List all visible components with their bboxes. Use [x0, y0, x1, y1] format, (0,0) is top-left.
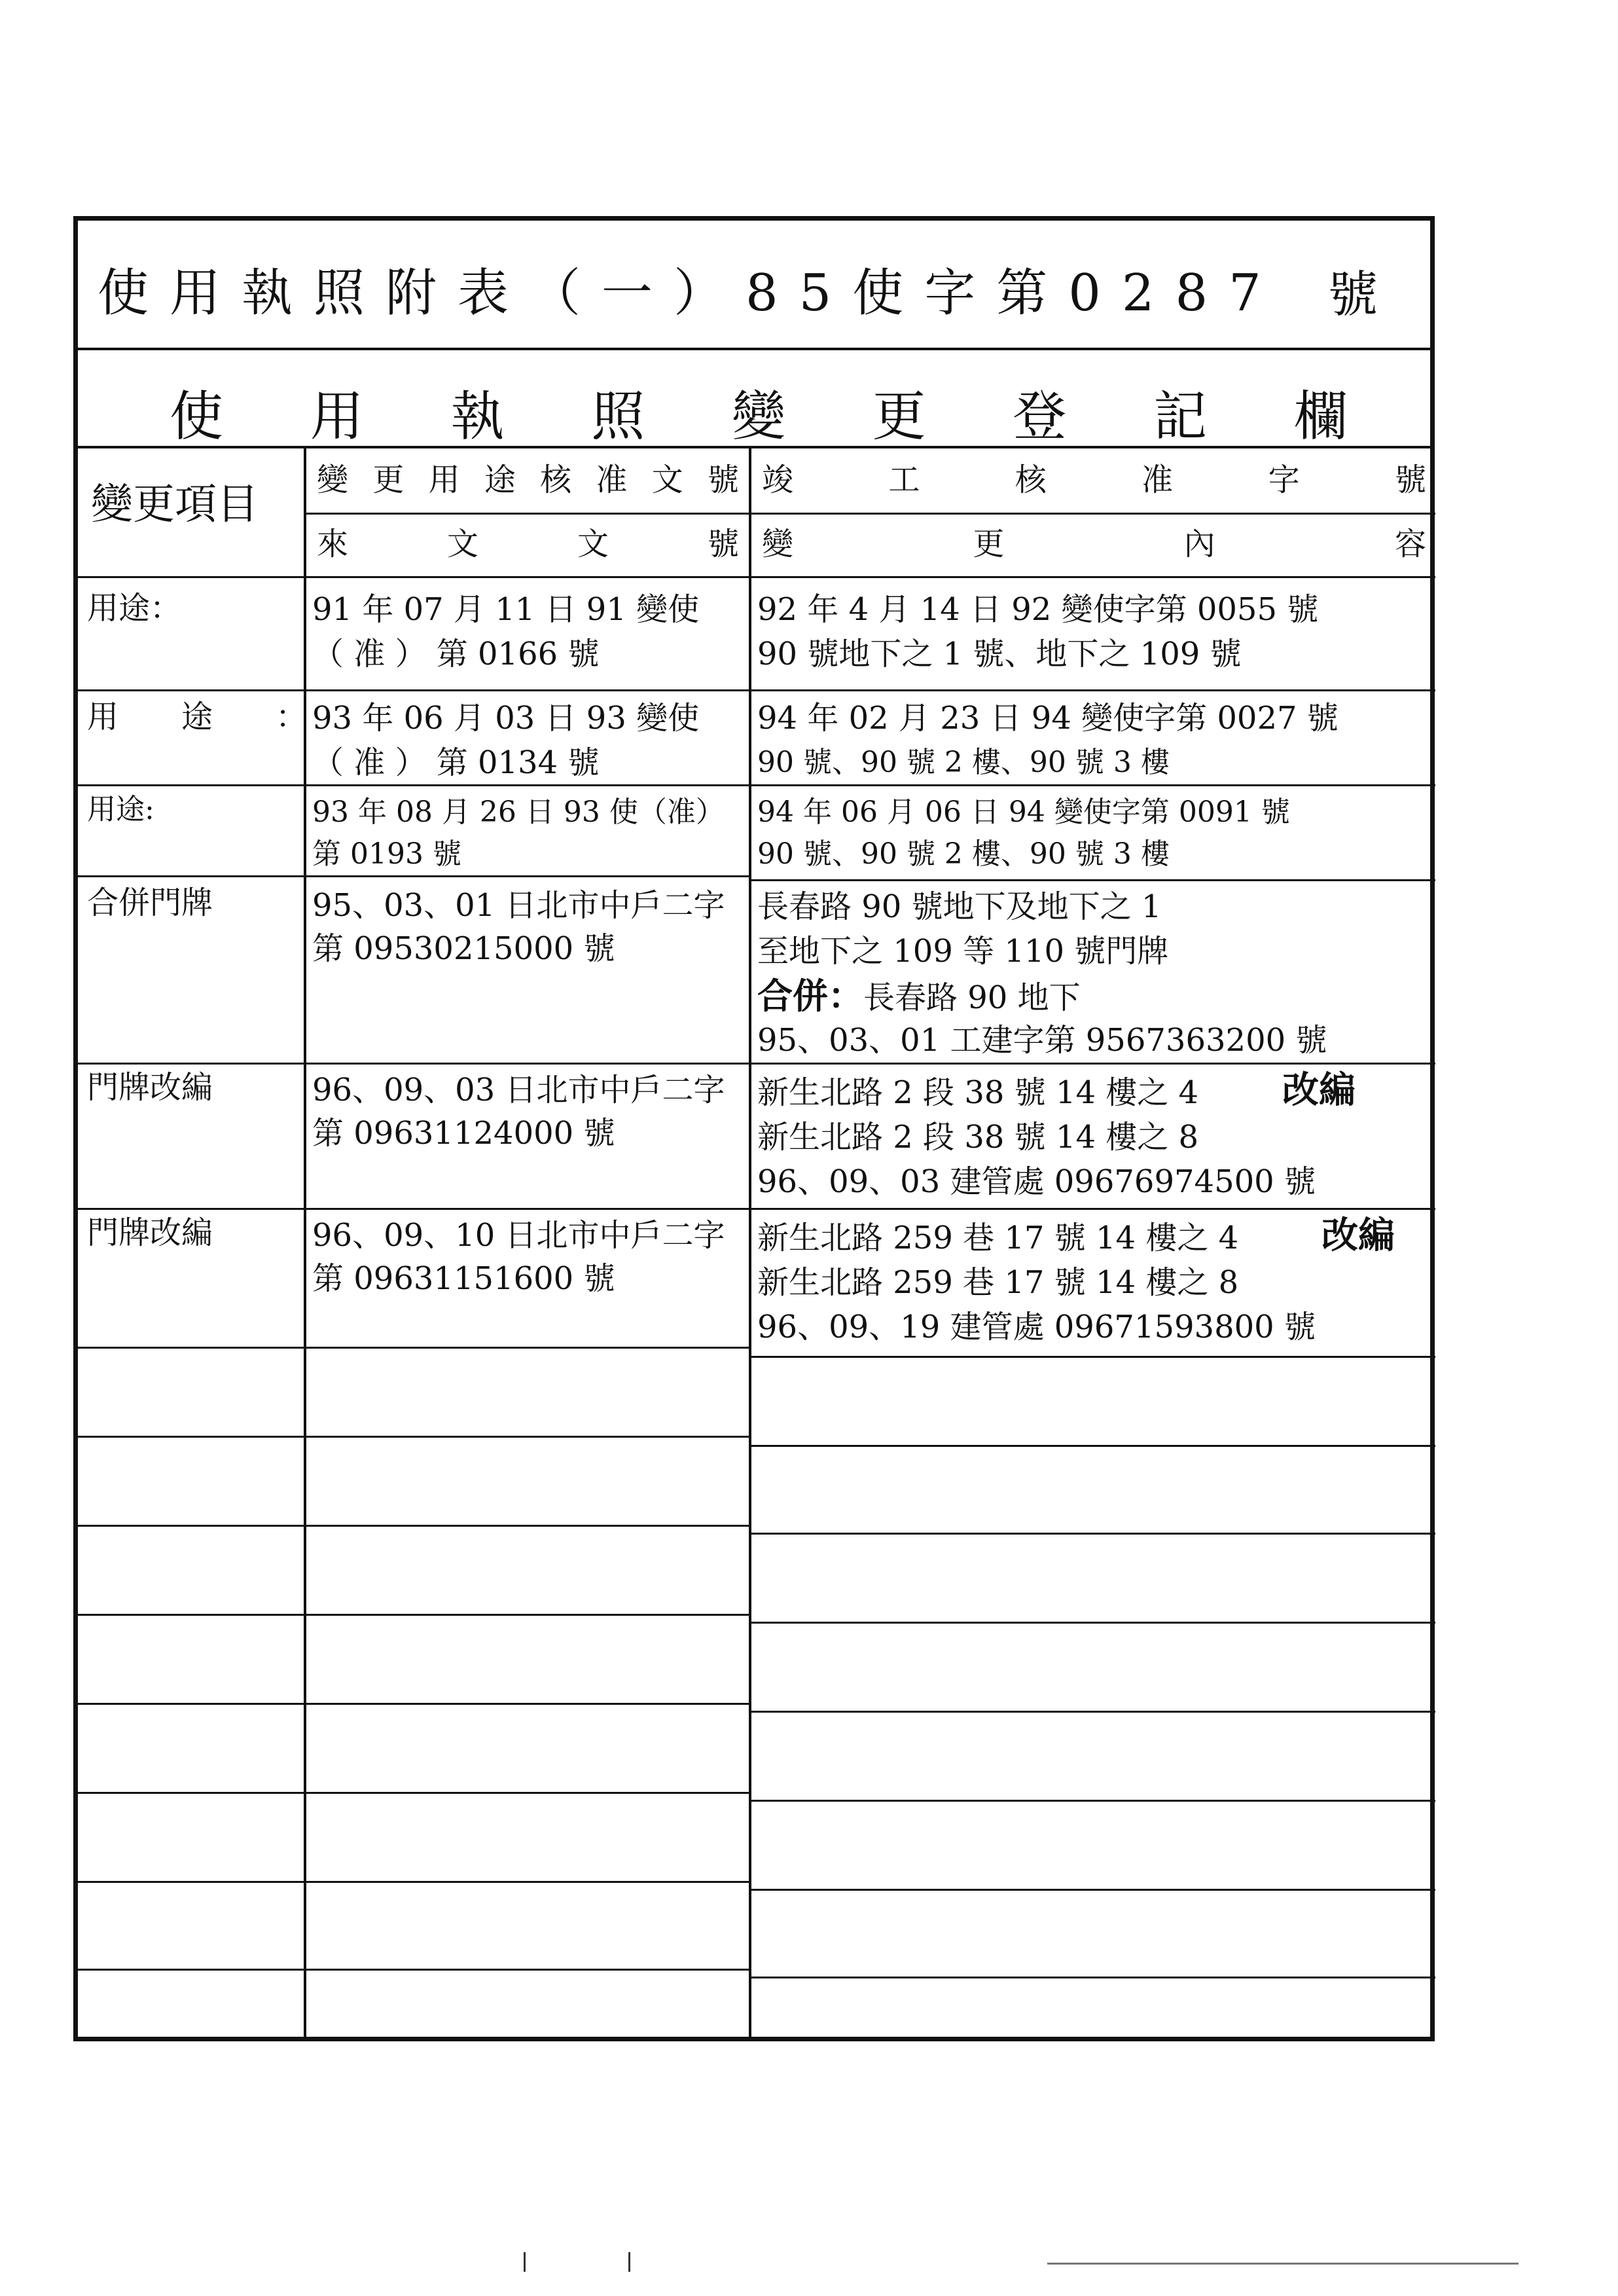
empty-row-divider — [749, 1889, 1435, 1891]
header-char: 用 — [428, 462, 460, 498]
header-char: 准 — [596, 462, 628, 498]
row-1-content-line-1: 92 年 4 月 14 日 92 變使字第 0055 號 — [757, 591, 1319, 628]
usage-permit-annex-form — [73, 216, 1435, 2041]
row-divider — [749, 879, 1435, 881]
empty-row-divider — [78, 1881, 749, 1883]
header-char: 號 — [1394, 462, 1426, 498]
empty-row-divider — [78, 1614, 749, 1616]
row-4-doc-line-1: 95、03、01 日北市中戶二字 — [312, 887, 725, 924]
header-char: 文 — [446, 526, 478, 562]
column-header-completion-no — [762, 458, 1426, 502]
column-header-incoming-doc-no — [317, 522, 739, 566]
row-6-doc-line-1: 96、09、10 日北市中戶二字 — [312, 1217, 725, 1254]
row-3-doc-line-1: 93 年 08 月 26 日 93 使（准） — [312, 795, 725, 829]
row-divider — [78, 689, 1435, 691]
row-4-content-line-3 — [757, 974, 1081, 1020]
header-char: 變 — [317, 462, 349, 498]
merge-label: 合併： — [757, 975, 863, 1017]
row-1-content-line-2: 90 號地下之 1 號、地下之 109 號 — [757, 636, 1242, 672]
row-5-doc-line-1: 96、09、03 日北市中戶二字 — [312, 1072, 725, 1108]
empty-row-divider — [78, 1703, 749, 1705]
header-char: 途 — [484, 462, 516, 498]
heading-char: 照 — [591, 386, 645, 448]
row-6-content-line-3: 96、09、19 建管處 09671593800 號 — [757, 1309, 1316, 1345]
header-char: 文 — [651, 462, 683, 498]
empty-row-divider — [78, 1792, 749, 1794]
empty-row-divider — [78, 1436, 749, 1438]
header-char: 內 — [1183, 526, 1215, 562]
header-char: 文 — [577, 526, 609, 562]
header-char: 工 — [888, 462, 920, 498]
row-6-renumber-tag: 改編 — [1321, 1214, 1395, 1257]
header-char: 容 — [1394, 526, 1426, 562]
column-divider — [304, 448, 306, 2041]
row-2-doc-line-2: （ 准 ） 第 0134 號 — [312, 744, 600, 781]
row-3-content-line-2: 90 號、90 號 2 樓、90 號 3 樓 — [757, 837, 1170, 871]
header-char: 竣 — [762, 462, 794, 498]
header-char: 准 — [1142, 462, 1174, 498]
row-3-doc-line-2: 第 0193 號 — [312, 837, 461, 871]
row-4-content-line-4: 95、03、01 工建字第 9567363200 號 — [757, 1022, 1327, 1059]
row-5-content-line-1: 新生北路 2 段 38 號 14 樓之 4 — [757, 1074, 1199, 1111]
header-char: 字 — [1268, 462, 1300, 498]
empty-row-divider — [749, 1800, 1435, 1802]
scan-mark — [524, 2252, 526, 2272]
row-2-doc-line-1: 93 年 06 月 03 日 93 變使 — [312, 700, 700, 737]
heading-char: 欄 — [1293, 386, 1348, 448]
row-5-doc-line-2: 第 09631124000 號 — [312, 1115, 615, 1152]
row-6-content-line-1: 新生北路 259 巷 17 號 14 樓之 4 — [757, 1220, 1239, 1256]
form-title: 使用執照附表（一）85使字第0287 — [98, 264, 1282, 323]
form-heading — [170, 374, 1348, 450]
row-2-item: 用 途 ： — [87, 699, 308, 735]
empty-row-divider — [749, 1533, 1435, 1535]
header-char: 變 — [762, 526, 794, 562]
row-4-doc-line-2: 第 09530215000 號 — [312, 930, 615, 967]
heading-char: 執 — [450, 386, 505, 448]
form-title-suffix: 號 — [1328, 265, 1378, 323]
row-3-item: 用途: — [87, 793, 154, 826]
row-5-content-line-2: 新生北路 2 段 38 號 14 樓之 8 — [757, 1119, 1199, 1156]
empty-row-divider — [749, 1711, 1435, 1713]
row-divider — [78, 784, 1435, 786]
heading-row — [78, 350, 1430, 448]
column-divider — [749, 448, 751, 2041]
heading-char: 變 — [731, 386, 785, 448]
header-char: 號 — [707, 526, 739, 562]
heading-char: 登 — [1013, 386, 1067, 448]
row-6-doc-line-2: 第 09631151600 號 — [312, 1260, 615, 1297]
heading-char: 使 — [170, 386, 224, 448]
header-char: 更 — [973, 526, 1005, 562]
row-1-doc-line-1: 91 年 07 月 11 日 91 變使 — [312, 591, 700, 628]
empty-row-divider — [749, 1445, 1435, 1447]
row-3-content-line-1: 94 年 06 月 06 日 94 變使字第 0091 號 — [757, 795, 1290, 829]
row-divider — [78, 1063, 1435, 1065]
header-char: 核 — [540, 462, 572, 498]
row-5-item: 門牌改編 — [87, 1069, 213, 1106]
row-1-doc-line-2: （ 准 ） 第 0166 號 — [312, 636, 600, 672]
column-header-change-content — [762, 522, 1426, 566]
empty-row-divider — [78, 1969, 749, 1971]
empty-row-divider — [749, 1622, 1435, 1624]
empty-row-divider — [78, 1525, 749, 1527]
heading-char: 用 — [310, 386, 364, 448]
scan-mark — [1047, 2263, 1519, 2265]
row-2-content-line-2: 90 號、90 號 2 樓、90 號 3 樓 — [757, 746, 1170, 779]
row-5-renumber-tag: 改編 — [1282, 1068, 1356, 1112]
row-divider — [304, 513, 1435, 515]
row-divider — [78, 1347, 749, 1349]
scan-mark — [628, 2252, 630, 2272]
row-5-content-line-3: 96、09、03 建管處 09676974500 號 — [757, 1163, 1316, 1200]
row-divider — [78, 576, 1435, 578]
change-register-table — [78, 448, 1430, 2041]
row-divider — [78, 1208, 1435, 1210]
row-6-item: 門牌改編 — [87, 1214, 213, 1251]
header-char: 號 — [707, 462, 739, 498]
merge-address: 長春路 90 地下 — [863, 979, 1081, 1016]
row-4-content-line-2: 至地下之 109 等 110 號門牌 — [757, 933, 1169, 970]
header-char: 核 — [1015, 462, 1047, 498]
row-2-content-line-1: 94 年 02 月 23 日 94 變使字第 0027 號 — [757, 700, 1339, 737]
header-char: 來 — [317, 526, 349, 562]
column-header-approval-no — [317, 458, 739, 502]
row-4-item: 合併門牌 — [87, 884, 213, 921]
row-6-content-line-2: 新生北路 259 巷 17 號 14 樓之 8 — [757, 1264, 1239, 1301]
empty-row-divider — [749, 1977, 1435, 1978]
heading-char: 更 — [872, 386, 926, 448]
row-divider — [749, 1356, 1435, 1358]
column-header-item: 變更項目 — [91, 481, 259, 529]
heading-char: 記 — [1153, 386, 1208, 448]
row-divider — [78, 875, 749, 877]
row-4-content-line-1: 長春路 90 號地下及地下之 1 — [757, 888, 1162, 925]
header-char: 更 — [372, 462, 404, 498]
row-1-item: 用途： — [87, 590, 182, 627]
title-row — [78, 221, 1430, 350]
